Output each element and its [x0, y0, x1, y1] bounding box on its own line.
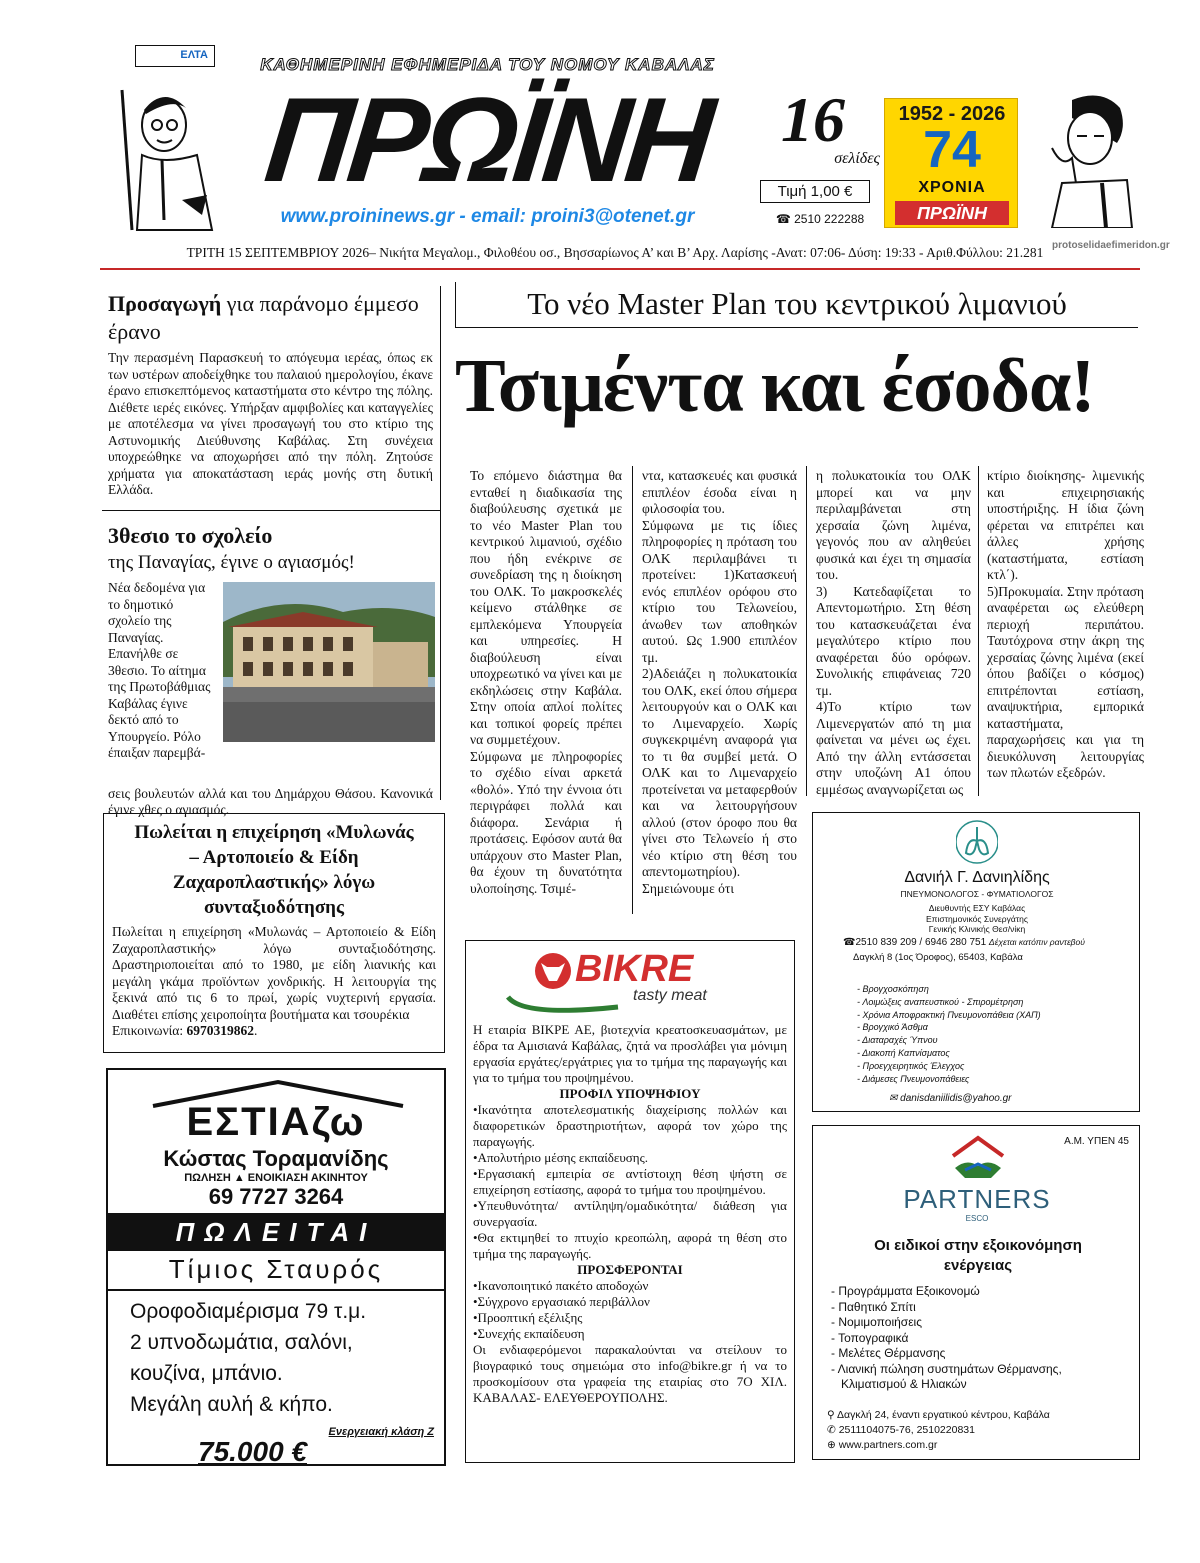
handshake-house-icon	[947, 1134, 1009, 1184]
article-title-bold: 3θεσιο το σχολείο	[108, 523, 273, 548]
article-body-rest: σεις βουλευτών αλλά και του Δημάρχου Θάσου. Κανονικά έγινε χθες ο αγιασμός.	[108, 785, 433, 817]
doctor-service: - Προεγχειρητικός Έλεγχος	[857, 1060, 965, 1071]
bikre-text	[473, 1022, 787, 1406]
price: Τιμή 1,00 €	[760, 180, 870, 203]
main-paragraph: Το επόμενο διάστημα θα ενταθεί η διαδικασία της διαβούλευσης σχετικά με το νέο Master Plan του κεντρικού λιμανιού, σχέδιο που ήδη ενέκρινε σε συνεδρίαση της η διοίκηση του ΟΛΚ. Το μακροσκελές κείμενο στάλθηκε σε εμπλεκόμενα Υπουργεία και υπηρεσίες. Η διαβούλευση είναι υποχρεωτικό να γίνει και με εκδηλώσεις στην Καβάλα. Στην οποία απλοί πολίτες και τοπικοί φορείς πρέπει να συμμετέχουν.	[470, 468, 622, 747]
partners-service: - Τοπογραφικά	[831, 1330, 909, 1345]
article-subtitle: της Παναγίας, έγινε ο αγιασμός!	[108, 552, 355, 573]
doctor-service: - Διαταραχές Ύπνου	[857, 1035, 938, 1046]
left-rule	[102, 510, 440, 511]
ad-estiazo-sub: ΠΩΛΗΣΗ ▲ ΕΝΟΙΚΙΑΣΗ ΑΚΙΝΗΤΟΥ	[184, 1172, 368, 1184]
column-divider-left	[440, 286, 441, 800]
anniversary-label: ΧΡΟΝΙΑ	[918, 179, 986, 196]
doctor-email-row	[889, 1093, 1139, 1104]
bikre-profile-item: •Θα εκτιμηθεί το πτυχίο κρεοπώλη, αφορά τη θέση στο τμήμα της παραγωγής.	[473, 1230, 787, 1261]
main-paragraph: κτίριο διοίκησης- λιμενικής και επιχειρησιακής υποστήριξης. Η ίδια ζώνη φέρεται να επιτρέπει και άλλες χρήσης (καταστήματα, εστίαση κτλ΄).	[987, 468, 1144, 582]
bikre-intro: Η εταιρία ΒΙΚΡΕ ΑΕ, βιοτεχνία κρεατοσκευασμάτων, με έδρα τα Αμισιανά Καβάλας, ζητά να προσλάβει για μόνιμη εργασία εργάτες/εργάτριες για το τμήμα της παραγωγής και για το τμήμα του προψημένου.	[473, 1022, 787, 1085]
bikre-offer-item: •Προοπτική εξέλιξης	[473, 1310, 583, 1325]
doctor-service: - Χρόνια Αποφρακτική Πνευμονοπάθεια (ΧΑΠ)	[857, 1009, 1041, 1020]
partners-phone-row	[827, 1423, 1137, 1438]
bikre-profile-title: ΠΡΟΦΙΛ ΥΠΟΨΗΦΙΟΥ	[559, 1086, 701, 1101]
doctor-name: Δανιήλ Γ. Δανιηλίδης	[904, 869, 1050, 886]
ad-estiazo-place: Τίμιος Σταυρός	[108, 1254, 444, 1291]
main-column-3	[816, 468, 971, 798]
partners-service: Κλιματισμού & Ηλιακών	[841, 1377, 967, 1391]
main-paragraph: 3) Κατεδαφίζεται το Απεντομωτήριο. Στη θέση του κατασκευάζεται ένα μεγαλύτερο κτίριο που αναφέρεται δύο ορόφων. Συνολικής επιφάνειας 720 τμ.	[816, 583, 971, 698]
bikre-tagline: tasty meat	[633, 987, 707, 1004]
main-column-4	[987, 468, 1144, 782]
elta-label: ΕΛΤΑ	[180, 49, 208, 61]
ad-estiazo-price: 75.000 €	[198, 1436, 307, 1467]
watermark: protoselidaefimeridon.gr	[1052, 240, 1170, 251]
doctor-email[interactable]: danisdaniilidis@yahoo.gr	[900, 1093, 1012, 1104]
ad-doctor	[812, 812, 1140, 1112]
column-divider	[806, 466, 807, 796]
dateline: ΤΡΙΤΗ 15 ΣΕΠΤΕΜΒΡΙΟΥ 2026– Νικήτα Μεγαλομ., Φιλοθέου οσ., Βησσαρίωνος Α’ και Β’ Αρχ. Λαρίσης -Ανατ: 07:06- Δύση: 19:33 - Αριθ.Φύλλου: 21.281	[186, 245, 1044, 260]
mail-icon: ✉	[889, 1093, 901, 1104]
partners-web-row	[827, 1438, 1137, 1453]
doctor-specialty: ΠΝΕΥΜΟΝΟΛΟΓΟΣ - ΦΥΜΑΤΙΟΛΟΓΟΣ	[900, 889, 1054, 899]
article-body-left: Νέα δεδομένα για το δημοτικό σχολείο της Παναγίας. Επανήλθε σε 3θεσιο. Το αίτημα της Πρωτοβάθμιας Καβάλας έγινε δεκτό από το Υπουργείο. Ρόλο έπαιξαν παρεμβά-	[108, 580, 211, 760]
phone-icon: ✆	[827, 1424, 839, 1436]
partners-am: Α.Μ. ΥΠΕΝ 45	[1064, 1136, 1129, 1147]
pages-count: 16	[781, 84, 845, 155]
caricature-right	[1032, 88, 1137, 228]
bikre-swoosh	[503, 987, 623, 1017]
partners-headline: Οι ειδικοί στην εξοικονόμηση ενέργειας	[874, 1237, 1082, 1274]
ad-estiazo-name: Κώστας Τοραμανίδης	[163, 1146, 389, 1171]
article-school	[108, 522, 433, 819]
ad-estiazo-line: Μεγάλη αυλή & κήπο.	[130, 1393, 333, 1416]
anniversary-badge	[884, 98, 1018, 228]
doctor-service: - Διακοπή Καπνίσματος	[857, 1047, 950, 1058]
bull-icon	[533, 951, 573, 991]
doctor-services	[857, 983, 1137, 1085]
doctor-service: - Βρογχικό Άσθμα	[857, 1022, 928, 1033]
masthead-web-email[interactable]: www.proininews.gr - email: proini3@otenet.gr	[280, 206, 695, 227]
main-column-2	[642, 468, 797, 897]
ad-bakery-sale	[103, 813, 445, 1053]
bikre-logo	[473, 947, 787, 1022]
school-photo	[223, 582, 435, 742]
main-column-1	[470, 468, 622, 897]
partners-service: - Μελέτες Θέρμανσης	[831, 1346, 946, 1360]
ad-bakery-body: Πωλείται η επιχείρηση «Μυλωνάς – Αρτοποιείο & Είδη Ζαχαροπλαστικής» λόγω συνταξιοδότησης. Δραστηριοποιείται από το 1980, με είδη λιανικής και μεγάλη γκάμα προϊόντων χονδρικής. Η λειτουργία της ξεκινά από τις 6 το πρωί, χωρίς νυχτερινή εργασία. Διαθέτει επίσης χειροποίητα βουτήματα και τσουρέκια	[112, 924, 436, 1022]
location-pin-icon: ⚲	[827, 1409, 838, 1421]
masthead-phone: ☎ 2510 222288	[775, 212, 865, 226]
partners-service: - Προγράμματα Εξοικονομώ	[831, 1284, 980, 1298]
partners-contact	[827, 1408, 1137, 1453]
article-title-bold: Προσαγωγή	[108, 291, 222, 316]
doctor-role: Διευθυντής ΕΣΥ Καβάλας	[928, 903, 1026, 913]
doctor-roles	[813, 903, 1141, 935]
partners-phones: 2511104075-76, 2510220831	[838, 1424, 975, 1436]
bikre-offer-item: •Συνεχής εκπαίδευση	[473, 1326, 585, 1341]
bikre-profile-item: •Εργασιακή εμπειρία σε αντίστοιχη θέση ψήστη σε επιχείρηση εστίασης, αφορά το τμήμα του προψημένου.	[473, 1166, 787, 1197]
doctor-role: Γενικής Κλινικής Θεσ/νίκη	[928, 924, 1026, 934]
article-title	[108, 522, 433, 550]
ad-estiazo-phone: 69 7727 3264	[208, 1184, 344, 1209]
partners-services	[831, 1284, 1136, 1393]
anniversary-logo: ΠΡΩΪΝΗ	[895, 201, 1009, 225]
article-prosagogi	[108, 290, 433, 499]
main-paragraph: Σύμφωνα με τις ίδιες πληροφορίες η πρόταση του ΟΛΚ περιλαμβάνει τι προτείνει: 1)Κατασκευή ενός επιπλέον ορόφου στο κτίριο του Τελωνείου, άνωθεν των αποθηκών αυτού. Ως 1.900 επιπλέον τμ.	[642, 517, 797, 665]
ad-bakery-contact-label: Επικοινωνία:	[112, 1023, 187, 1038]
main-paragraph: Σύμφωνα με πληροφορίες το σχέδιο είναι αρκετά «θολό». Υπό την έννοια ότι περιγράφει πολλά και διάφορα. Σενάρια ή προτάσεις. Εφόσον αυτά θα υπάρχουν στο Master Plan, θα έχουν τη δυνατότητα υλοποίησης. Τσιμέ-	[470, 748, 622, 896]
main-paragraph: η πολυκατοικία του ΟΛΚ μπορεί και να μην περιλαμβάνεται στη χερσαία ζώνη λιμένα, γεγονός που αν αληθεύει φυσικά και έχει τη σημασία του.	[816, 468, 971, 582]
doctor-service: - Λοιμώξεις αναπευστικού - Σπιρομέτρηση	[857, 996, 1024, 1007]
ad-estiazo-banner: ΠΩΛΕΙΤΑΙ	[108, 1213, 444, 1251]
pages-label: σελίδες	[834, 150, 880, 167]
partners-address: Δαγκλή 24, έναντι εργατικού κέντρου, Καβάλα	[837, 1409, 1050, 1421]
bikre-closing: Οι ενδιαφερόμενοι παρακαλούνται να στείλουν το βιογραφικό τους σημειώμα στο info@bikre.gr ή να το προσκομίσουν στα γραφεία της εταιρίας στο 7Ο ΧΙΛ. ΚΑΒΑΛΑΣ- ΕΛΕΥΘΕΡΟΥΠΟΛΗΣ.	[473, 1342, 787, 1405]
ad-bikre	[465, 940, 795, 1463]
ad-bakery-phone: 6970319862	[186, 1023, 255, 1038]
bikre-offer-title: ΠΡΟΣΦΕΡΟΝΤΑΙ	[577, 1262, 683, 1277]
column-divider	[978, 466, 979, 796]
bikre-profile-item: •Ικανότητα αποτελεσματικής διαχείρισης πολλών και διαφορετικών δραστηριοτήτων, αφορά τον χώρο της παραγωγής.	[473, 1102, 787, 1149]
bikre-profile-item: •Απολυτήριο μέσης εκπαίδευσης.	[473, 1150, 649, 1165]
anniversary-range: 1952 - 2026	[898, 103, 1006, 125]
ad-estiazo-brand: ΕΣΤΙΑζω	[186, 1100, 366, 1144]
doctor-service: - Διάμεσες Πνευμονοπάθειες	[857, 1073, 970, 1084]
ad-partners	[812, 1125, 1140, 1460]
main-paragraph: ντα, κατασκευές και φυσικά επιπλέον έσοδα είναι η φιλοσοφία του.	[642, 468, 797, 516]
partners-service: - Νομιμοποιήσεις	[831, 1315, 922, 1329]
doctor-address: Δαγκλή 8 (1ος Όροφος), 65403, Καβάλα	[853, 952, 1023, 963]
partners-service: - Παθητικό Σπίτι	[831, 1299, 916, 1314]
newspaper-logo: ΠΡΩΪΝΗ	[259, 73, 717, 207]
article-title	[108, 290, 433, 346]
main-headline: Τσιμέντα και έσοδα!	[455, 344, 1095, 428]
caricature-left	[102, 80, 220, 240]
partners-web[interactable]: www.partners.com.gr	[838, 1439, 938, 1451]
bikre-brand: BIKRE	[575, 948, 694, 990]
partners-brand: PARTNERS	[903, 1184, 1051, 1214]
globe-icon: ⊕	[827, 1439, 839, 1451]
anniversary-number: 74	[923, 121, 981, 179]
doctor-phones: ☎2510 839 209 / 6946 280 751	[843, 937, 987, 948]
doctor-contact	[843, 937, 1133, 948]
ad-bakery-contact	[112, 1023, 436, 1040]
bikre-profile-item: •Υπευθυνότητα/ αντίληψη/ομαδικότητα/ διάθεση για συνεργασία.	[473, 1198, 787, 1229]
main-paragraph: 4)Το κτίριο των Λιμενεργατών από τη μια φαίνεται να μένει ως έχει. Από την άλλη εντάσσεται στην υποζώνη Α1 όπου εμμέσως αναγνωρίζεται ως	[816, 699, 971, 797]
partners-brand-sub: ESCO	[965, 1214, 989, 1223]
doctor-service: - Βρογχοσκόπηση	[857, 984, 929, 994]
main-kicker: Το νέο Master Plan του κεντρικού λιμανιού	[455, 282, 1138, 328]
column-divider	[632, 466, 633, 914]
bikre-offer-item: •Ικανοποιητικό πακέτο αποδοχών	[473, 1278, 649, 1293]
ad-bakery-title: Πωλείται η επιχείρηση «Μυλωνάς – Αρτοποιείο & Είδη Ζαχαροπλαστικής» λόγω συνταξιοδότησης	[134, 822, 414, 918]
masthead-rule	[100, 268, 1140, 270]
article-body: Την περασμένη Παρασκευή το απόγευμα ιερέας, όπως εκ των υστέρων αποδείχθηκε του παλαιού ημερολογίου, έκανε έρανο επισκεπτόμενος καταστήματα στο κέντρο της πόλης. Διέθετε ιερές εικόνες. Υπήρξαν αμφιβολίες και καταγγελίες με αποτέλεσμα να γίνει προσαγωγή του στο κτίριο της Αστυνομικής Διεύθυνσης Καβάλας. Στη συνέχεια υποχρεώθηκε να αποχωρήσει από την πόλη. Ζητούσε χρήματα για αποκατάσταση ιεράς μονής στη δυτική Ελλάδα.	[108, 350, 433, 497]
elta-badge	[135, 45, 215, 67]
ad-estiazo-line: Οροφοδιαμέρισμα 79 τ.μ.	[130, 1300, 367, 1323]
main-paragraph: 2)Αδειάζει η πολυκατοικία του ΟΛΚ, εκεί όπου σήμερα λειτουργούν και ο ΟΛΚ και το Λιμεναρχείο. Χωρίς συγκεκριμένη αναφορά για το τι θα συμβεί μετά. Ο ΟΛΚ και το Λιμεναρχείο προτείνεται να μεταφερθούν και να λειτουργήσουν αλλού (στον όροφο που θα γίνει στο Τελωνείο ή στο νέο κτίριο στη θέση του απεντομωτηρίου). Σημειώνουμε ότι	[642, 666, 797, 896]
doctor-role: Επιστημονικός Συνεργάτης	[926, 913, 1028, 924]
ad-estiazo-line: κουζίνα, μπάνιο.	[130, 1362, 283, 1385]
ad-bakery-contact-end: .	[254, 1023, 258, 1038]
masthead-tagline: ΚΑΘΗΜΕΡΙΝΗ ΕΦΗΜΕΡΙΔΑ ΤΟΥ ΝΟΜΟΥ ΚΑΒΑΛΑΣ	[260, 55, 715, 74]
ad-estiazo-line: 2 υπνοδωμάτια, σαλόνι,	[130, 1331, 353, 1354]
ad-estiazo	[106, 1068, 446, 1466]
main-paragraph: 5)Προκυμαία. Στην πρόταση αναφέρεται ως ελεύθερη περιοχή περιπάτου. Ταυτόχρονα στην άκρη της χερσαίας ζώνης λιμένα (εκεί όπου βαδίζει ο κόσμος) επιτρέπονται εστίαση, αναψυκτήρια, εμπορικά καταστήματα, παραχωρήσεις και για τη διευκόλυνση λειτουργίας των πλωτών εξεδρών.	[987, 583, 1144, 780]
partners-service: - Λιανική πώληση συστημάτων Θέρμανσης,	[831, 1361, 1062, 1376]
ad-estiazo-energy: Ενεργειακή κλάση Ζ	[328, 1426, 434, 1438]
bikre-offer-item: •Σύγχρονο εργασιακό περιβάλλον	[473, 1294, 650, 1309]
partners-address-row	[827, 1408, 1137, 1423]
ad-estiazo-details	[130, 1296, 440, 1420]
lungs-icon	[956, 819, 998, 865]
doctor-appointment: Δέχεται κατόπιν ραντεβού	[988, 937, 1085, 947]
article-title-rest: για παράνομο έμμεσο έρανο	[108, 291, 419, 344]
